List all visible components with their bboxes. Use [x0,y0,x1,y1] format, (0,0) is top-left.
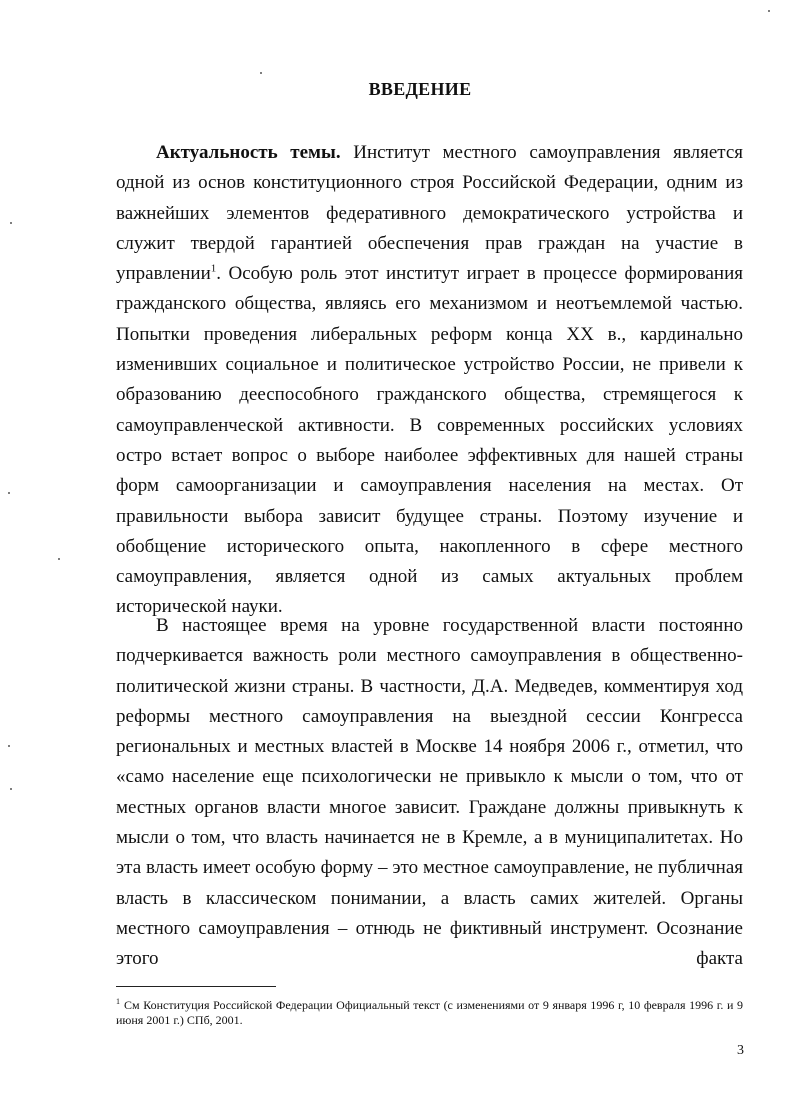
scan-speck [260,72,262,74]
scan-speck [10,788,12,790]
footnote-text: См Конституция Российской Федерации Официальный текст (с изменениями от 9 января 1996 г, 10 февраля 1996 г. и 9 июня 2001 г.) СПб, 2001. [116,998,743,1027]
page-title: ВВЕДЕНИЕ [368,79,472,99]
state-level-text: В настоящее время на уровне государственной власти постоянно подчеркивается важность роли местного самоуправления в общественно-политической жизни страны. В частности, Д.А. Медведев, комментируя ход реформы местного самоуправления на выездной сессии Конгресса региональных и местных властей в Москве 14 ноября 2006 г., отметил, что «само население еще психологически не привыкло к мысли о том, что от местных органов власти многое зависит. Граждане должны привыкнуть к мысли о том, что власть начинается не в Кремле, а в муниципалитетах. Но эта власть имеет особую форму – это местное самоуправление, не публичная власть в классическом понимании, а власть самих жителей. Органы местного самоуправления – отнюдь не фиктивный инструмент. Осознание этого факта [116,615,743,970]
relevance-text-continued: . Особую роль этот институт играет в процессе формирования гражданского общества, являясь его механизмом и неотъемлемой частью. Попытки проведения либеральных реформ конца XX в., кардинально изменивших социальное и политическое устройство России, не привели к образованию дееспособного гражданского общества, стремящегося к самоуправленческой активности. В современных российских условиях остро встает вопрос о выборе наиболее эффективных для нашей страны форм самоорганизации и самоуправления населения на местах. От правильности выбора зависит будущее страны. Поэтому изучение и обобщение исторического опыта, накопленного в сфере местного самоуправления, является одной из самых актуальных проблем исторической науки. [116,263,743,618]
scan-speck [768,10,770,12]
footnote-divider [116,986,276,987]
footnote [116,998,743,1028]
scan-speck [8,745,10,747]
paragraph-relevance [116,138,743,623]
relevance-text: Институт местного самоуправления является одной из основ конституционного строя Российской Федерации, одним из важнейших элементов федеративного демократического устройства и служит твердой гарантией обеспечения прав граждан на участие в управлении [116,142,743,285]
page-number: 3 [737,1043,744,1058]
scan-speck [10,222,12,224]
scan-speck [58,558,60,560]
paragraph-state-level [116,611,743,975]
scan-speck [8,492,10,494]
relevance-lead: Актуальность темы. [156,142,341,163]
footnote-mark: 1 [116,997,120,1006]
footnote-reference[interactable]: 1 [210,262,217,275]
